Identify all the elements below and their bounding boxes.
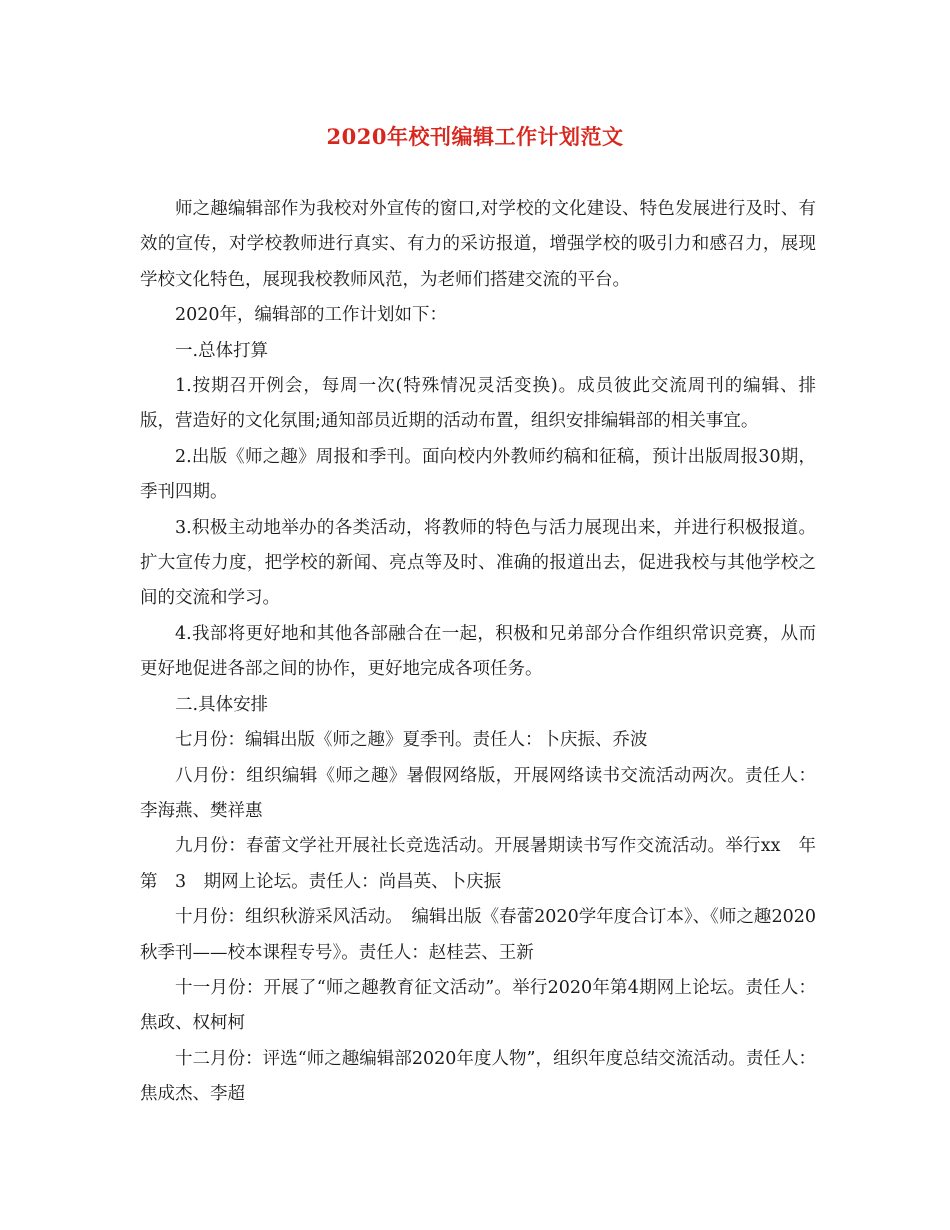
schedule-november: 十一月份：开展了“师之趣教育征文活动”。举行2020年第4期网上论坛。责任人：焦政、权柯柯 [140, 977, 816, 1034]
overall-item-2: 2.出版《师之趣》周报和季刊。面向校内外教师约稿和征稿，预计出版周报30期，季刊四期。 [140, 446, 816, 503]
plan-lead-paragraph: 2020年，编辑部的工作计划如下： [175, 305, 448, 326]
schedule-september: 九月份：春蕾文学社开展社长竞选活动。开展暑期读书写作交流活动。举行xx 年第 3 期网上论坛。责任人：尚昌英、卜庆振 [140, 836, 816, 892]
schedule-july: 七月份：编辑出版《师之趣》夏季刊。责任人：卜庆振、乔波 [175, 730, 648, 751]
document-title: 2020年校刊编辑工作计划范文 [326, 124, 624, 149]
schedule-december: 十二月份：评选“师之趣编辑部2020年度人物”，组织年度总结交流活动。责任人：焦成杰、李超 [140, 1048, 816, 1105]
schedule-october: 十月份：组织秋游采风活动。 编辑出版《春蕾2020学年度合订本》、《师之趣2020秋季刊——校本课程专号》。责任人：赵桂芸、王新 [140, 907, 816, 963]
section-heading-schedule: 二.具体安排 [175, 694, 269, 715]
overall-item-3: 3.积极主动地举办的各类活动，将教师的特色与活力展现出来，并进行积极报道。扩大宣传力度，把学校的新闻、亮点等及时、准确的报道出去，促进我校与其他学校之间的交流和学习。 [140, 517, 816, 609]
overall-item-1: 1.按期召开例会，每周一次(特殊情况灵活变换)。成员彼此交流周刊的编辑、排版，营造好的文化氛围;通知部员近期的活动布置，组织安排编辑部的相关事宜。 [140, 376, 816, 432]
schedule-august: 八月份：组织编辑《师之趣》暑假网络版，开展网络读书交流活动两次。责任人：李海燕、樊祥惠 [140, 765, 816, 821]
intro-paragraph: 师之趣编辑部作为我校对外宣传的窗口,对学校的文化建设、特色发展进行及时、有效的宣传，对学校教师进行真实、有力的采访报道，增强学校的吸引力和感召力，展现学校文化特色，展现我校教师风范，为老师们搭建交流的平台。 [140, 199, 816, 290]
document-body [140, 192, 816, 1113]
section-heading-overall: 一.总体打算 [175, 340, 269, 361]
overall-item-4: 4.我部将更好地和其他各部融合在一起，积极和兄弟部分合作组织常识竞赛，从而更好地促进各部之间的协作，更好地完成各项任务。 [140, 623, 816, 680]
